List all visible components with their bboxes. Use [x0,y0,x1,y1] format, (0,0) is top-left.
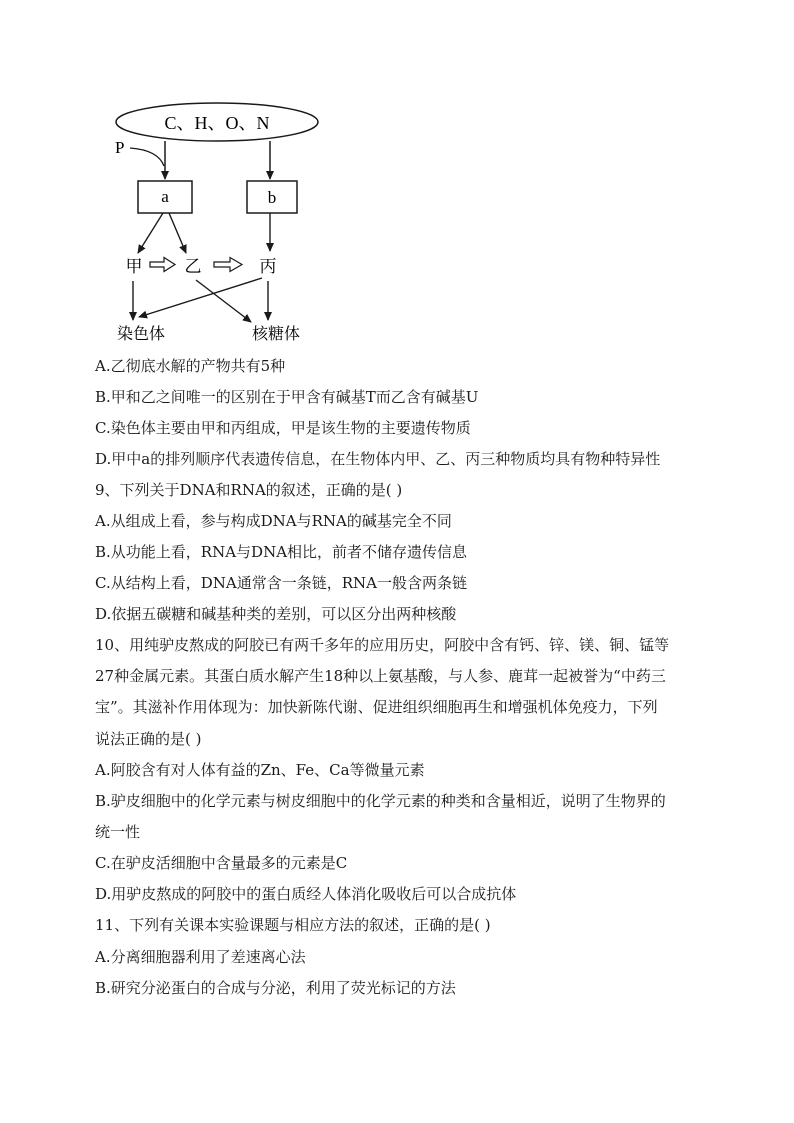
option-11a: A.分离细胞器利用了差速离心法 [95,948,306,966]
option-8d: D.甲中a的排列顺序代表遗传信息，在生物体内甲、乙、丙三种物质均具有物种特异性 [95,450,661,468]
hollow-arrow-jia-yi [150,258,175,272]
substance-jia: 甲 [125,257,143,277]
arrow-a-to-yi [169,213,186,253]
molecule-diagram [0,0,340,350]
p-label: P [115,138,125,157]
question-10-line-4: 说法正确的是( ) [95,730,202,748]
option-8a: A.乙彻底水解的产物共有5种 [95,357,286,375]
question-10-line-3: 宝”。其滋补作用体现为：加快新陈代谢、促进组织细胞再生和增强机体免疫力，下列 [95,698,658,716]
chromosome-label: 染色体 [116,324,166,343]
question-9: 9、下列关于DNA和RNA的叙述，正确的是( ) [95,481,403,499]
arrow-a-to-jia [138,213,163,253]
hollow-arrow-yi-bing [214,258,242,272]
substance-bing: 丙 [259,257,277,277]
option-9c: C.从结构上看，DNA通常含一条链，RNA一般含两条链 [95,574,467,592]
option-11b: B.研究分泌蛋白的合成与分泌，利用了荧光标记的方法 [95,979,456,997]
option-8b: B.甲和乙之间唯一的区别在于甲含有碱基T而乙含有碱基U [95,388,479,406]
option-8c: C.染色体主要由甲和丙组成，甲是该生物的主要遗传物质 [95,419,471,437]
p-curve [130,148,164,166]
question-10-line-1: 10、用纯驴皮熬成的阿胶已有两千多年的应用历史，阿胶中含有钙、锌、镁、铜、锰等 [95,636,670,654]
box-b-label: b [267,188,277,207]
option-9a: A.从组成上看，参与构成DNA与RNA的碱基完全不同 [95,512,452,530]
option-10a: A.阿胶含有对人体有益的Zn、Fe、Ca等微量元素 [95,761,425,779]
option-9b: B.从功能上看，RNA与DNA相比，前者不储存遗传信息 [95,543,468,561]
substance-yi: 乙 [184,257,202,277]
arrow-yi-to-ribosome [196,280,251,322]
option-10d: D.用驴皮熬成的阿胶中的蛋白质经人体消化吸收后可以合成抗体 [95,885,517,903]
box-a-label: a [161,187,169,206]
option-10b-line-1: B.驴皮细胞中的化学元素与树皮细胞中的化学元素的种类和含量相近，说明了生物界的 [95,792,666,810]
question-11: 11、下列有关课本实验课题与相应方法的叙述，正确的是( ) [95,916,491,934]
ribosome-label: 核糖体 [251,324,301,343]
elements-label: C、H、O、N [164,113,270,133]
option-10c: C.在驴皮活细胞中含量最多的元素是C [95,854,348,872]
option-9d: D.依据五碳糖和碱基种类的差别，可以区分出两种核酸 [95,605,457,623]
question-10-line-2: 27种金属元素。其蛋白质水解产生18种以上氨基酸，与人参、鹿茸一起被誉为“中药三 [95,667,666,685]
option-10b-line-2: 统一性 [95,823,141,841]
